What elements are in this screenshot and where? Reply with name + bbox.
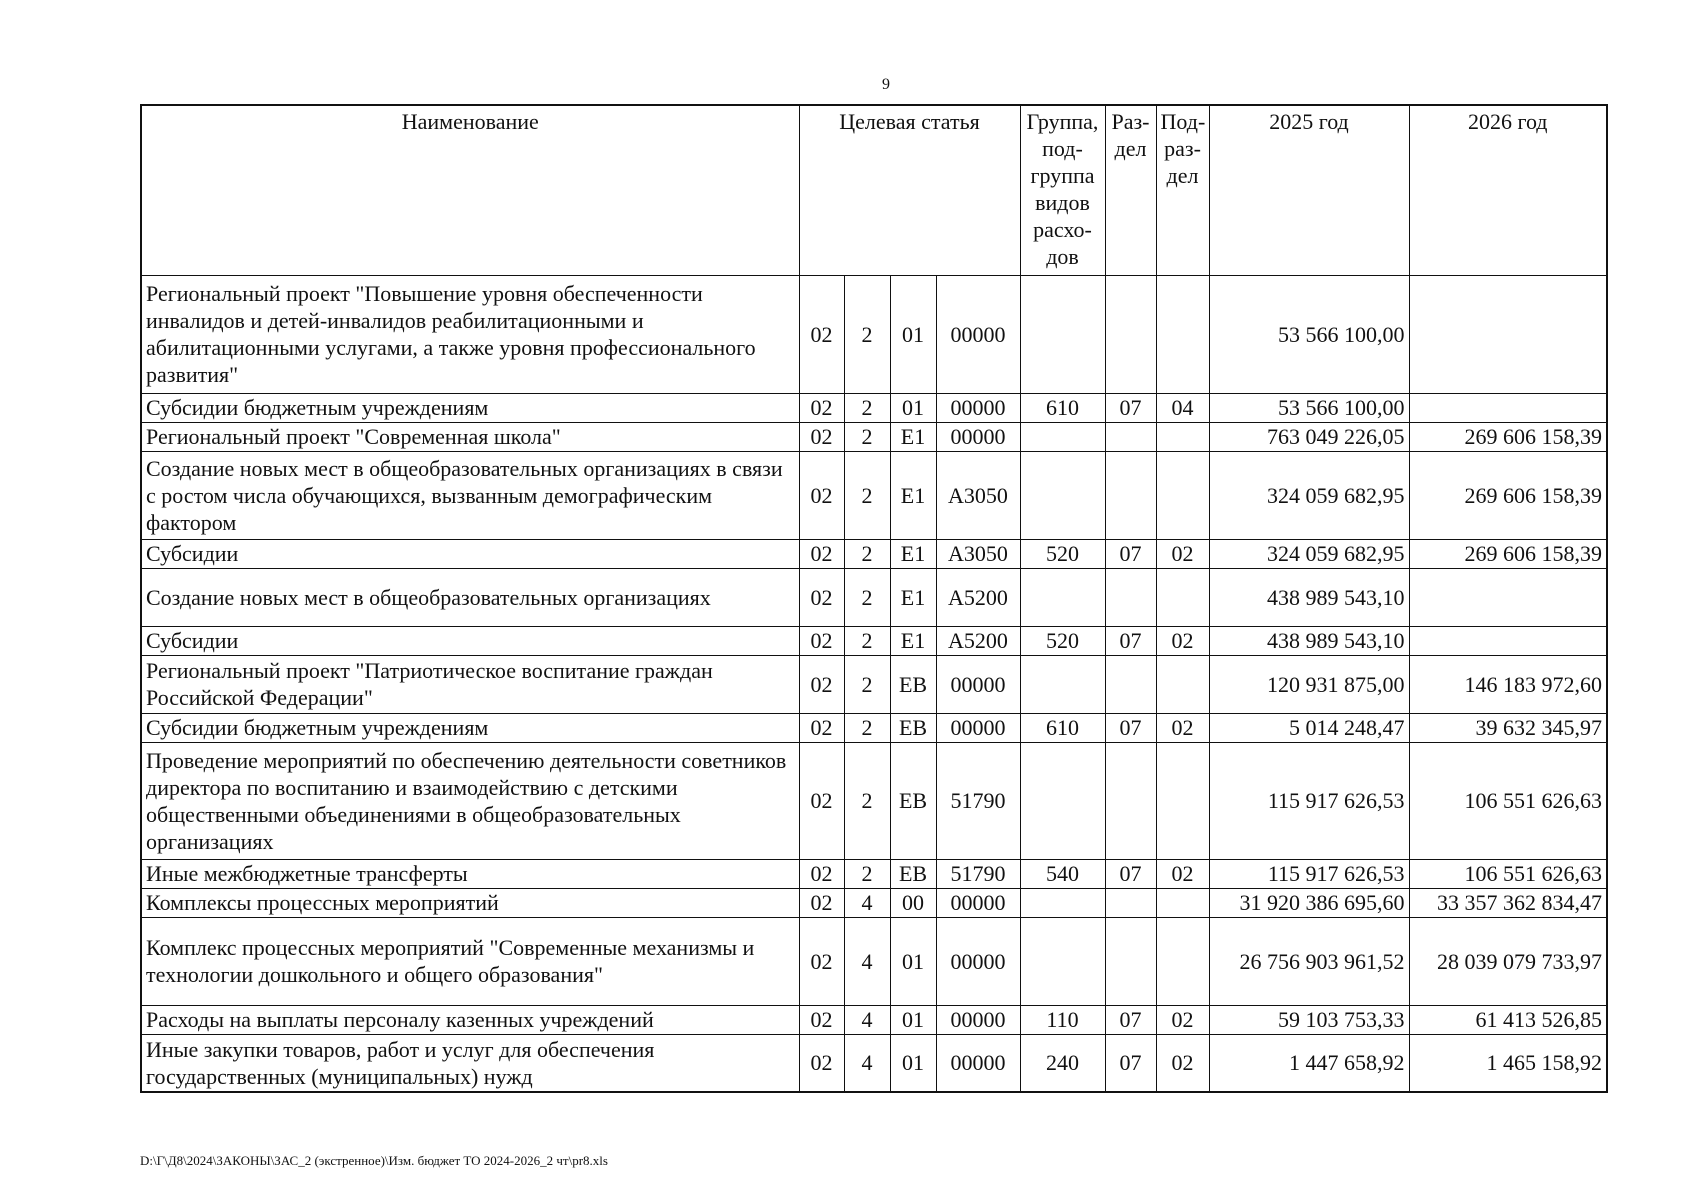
article-subprogram: 2 bbox=[844, 568, 890, 626]
amount-2026: 106 551 626,63 bbox=[1409, 742, 1607, 859]
subsection-code bbox=[1156, 568, 1209, 626]
expense-group bbox=[1020, 888, 1105, 917]
row-name: Иные закупки товаров, работ и услуг для обеспечения государственных (муниципальных) нужд bbox=[141, 1034, 799, 1092]
amount-2026 bbox=[1409, 393, 1607, 422]
amount-2025: 115 917 626,53 bbox=[1209, 742, 1409, 859]
article-direction: 00000 bbox=[936, 393, 1020, 422]
row-name: Региональный проект "Повышение уровня обеспеченности инвалидов и детей-инвалидов реабилитационными и абилитационными услугами, а также уровня профессионального развития" bbox=[141, 275, 799, 393]
row-name: Создание новых мест в общеобразовательных организациях в связи с ростом числа обучающихся, вызванным демографическим фактором bbox=[141, 451, 799, 539]
subsection-code: 02 bbox=[1156, 626, 1209, 655]
amount-2025: 5 014 248,47 bbox=[1209, 713, 1409, 742]
file-path-footer: D:\Г\Д8\2024\ЗАКОНЫ\ЗАС_2 (экстренное)\Изм. бюджет ТО 2024-2026_2 чт\pr8.xls bbox=[140, 1153, 608, 1168]
article-subprogram: 4 bbox=[844, 917, 890, 1005]
table-row bbox=[141, 888, 1607, 917]
amount-2026 bbox=[1409, 275, 1607, 393]
article-direction: 00000 bbox=[936, 888, 1020, 917]
row-name: Субсидии bbox=[141, 539, 799, 568]
amount-2025: 1 447 658,92 bbox=[1209, 1034, 1409, 1092]
article-project: 00 bbox=[890, 888, 936, 917]
table-row bbox=[141, 422, 1607, 451]
header-target-article: Целевая статья bbox=[799, 105, 1020, 275]
header-name: Наименование bbox=[141, 105, 799, 275]
article-direction: А5200 bbox=[936, 568, 1020, 626]
article-subprogram: 2 bbox=[844, 742, 890, 859]
article-direction: 00000 bbox=[936, 1034, 1020, 1092]
amount-2025: 59 103 753,33 bbox=[1209, 1005, 1409, 1034]
article-program: 02 bbox=[799, 917, 844, 1005]
article-subprogram: 2 bbox=[844, 422, 890, 451]
article-direction: 00000 bbox=[936, 275, 1020, 393]
amount-2026: 269 606 158,39 bbox=[1409, 422, 1607, 451]
subsection-code bbox=[1156, 275, 1209, 393]
article-project: Е1 bbox=[890, 539, 936, 568]
article-subprogram: 4 bbox=[844, 1034, 890, 1092]
subsection-code bbox=[1156, 917, 1209, 1005]
section-code: 07 bbox=[1105, 393, 1156, 422]
article-program: 02 bbox=[799, 451, 844, 539]
header-group: Группа, под- группа видов расхо- дов bbox=[1020, 105, 1105, 275]
section-code bbox=[1105, 655, 1156, 713]
amount-2026: 269 606 158,39 bbox=[1409, 539, 1607, 568]
table-row bbox=[141, 539, 1607, 568]
table-row bbox=[141, 917, 1607, 1005]
section-code: 07 bbox=[1105, 713, 1156, 742]
article-program: 02 bbox=[799, 393, 844, 422]
amount-2025: 26 756 903 961,52 bbox=[1209, 917, 1409, 1005]
article-subprogram: 2 bbox=[844, 275, 890, 393]
subsection-code bbox=[1156, 742, 1209, 859]
table-row bbox=[141, 655, 1607, 713]
row-name: Региональный проект "Современная школа" bbox=[141, 422, 799, 451]
article-program: 02 bbox=[799, 713, 844, 742]
row-name: Субсидии бюджетным учреждениям bbox=[141, 393, 799, 422]
row-name: Расходы на выплаты персоналу казенных учреждений bbox=[141, 1005, 799, 1034]
amount-2026: 1 465 158,92 bbox=[1409, 1034, 1607, 1092]
subsection-code: 02 bbox=[1156, 1034, 1209, 1092]
amount-2025: 115 917 626,53 bbox=[1209, 859, 1409, 888]
section-code bbox=[1105, 742, 1156, 859]
article-project: 01 bbox=[890, 275, 936, 393]
section-code: 07 bbox=[1105, 626, 1156, 655]
article-subprogram: 2 bbox=[844, 859, 890, 888]
amount-2026: 28 039 079 733,97 bbox=[1409, 917, 1607, 1005]
expense-group: 110 bbox=[1020, 1005, 1105, 1034]
header-section: Раз- дел bbox=[1105, 105, 1156, 275]
article-direction: А5200 bbox=[936, 626, 1020, 655]
amount-2026: 269 606 158,39 bbox=[1409, 451, 1607, 539]
header-subsection: Под- раз- дел bbox=[1156, 105, 1209, 275]
table-row bbox=[141, 451, 1607, 539]
article-subprogram: 2 bbox=[844, 713, 890, 742]
amount-2025: 438 989 543,10 bbox=[1209, 626, 1409, 655]
row-name: Проведение мероприятий по обеспечению деятельности советников директора по воспитанию и взаимодействию с детскими общественными объединениями в общеобразовательных организациях bbox=[141, 742, 799, 859]
header-year-2025: 2025 год bbox=[1209, 105, 1409, 275]
article-program: 02 bbox=[799, 859, 844, 888]
amount-2026: 106 551 626,63 bbox=[1409, 859, 1607, 888]
table-row bbox=[141, 568, 1607, 626]
article-subprogram: 4 bbox=[844, 1005, 890, 1034]
expense-group bbox=[1020, 275, 1105, 393]
section-code bbox=[1105, 568, 1156, 626]
article-program: 02 bbox=[799, 275, 844, 393]
amount-2026: 61 413 526,85 bbox=[1409, 1005, 1607, 1034]
amount-2026: 39 632 345,97 bbox=[1409, 713, 1607, 742]
article-program: 02 bbox=[799, 742, 844, 859]
section-code: 07 bbox=[1105, 1034, 1156, 1092]
expense-group bbox=[1020, 422, 1105, 451]
article-project: 01 bbox=[890, 393, 936, 422]
subsection-code bbox=[1156, 655, 1209, 713]
table-row bbox=[141, 275, 1607, 393]
amount-2025: 53 566 100,00 bbox=[1209, 393, 1409, 422]
article-direction: 00000 bbox=[936, 422, 1020, 451]
article-project: 01 bbox=[890, 1005, 936, 1034]
subsection-code: 02 bbox=[1156, 1005, 1209, 1034]
expense-group: 520 bbox=[1020, 539, 1105, 568]
amount-2025: 31 920 386 695,60 bbox=[1209, 888, 1409, 917]
table-row bbox=[141, 393, 1607, 422]
subsection-code bbox=[1156, 451, 1209, 539]
expense-group: 610 bbox=[1020, 393, 1105, 422]
article-subprogram: 2 bbox=[844, 451, 890, 539]
amount-2025: 324 059 682,95 bbox=[1209, 451, 1409, 539]
article-direction: А3050 bbox=[936, 451, 1020, 539]
expense-group bbox=[1020, 742, 1105, 859]
amount-2025: 53 566 100,00 bbox=[1209, 275, 1409, 393]
amount-2026: 33 357 362 834,47 bbox=[1409, 888, 1607, 917]
subsection-code: 02 bbox=[1156, 713, 1209, 742]
article-direction: А3050 bbox=[936, 539, 1020, 568]
row-name: Субсидии бюджетным учреждениям bbox=[141, 713, 799, 742]
section-code bbox=[1105, 451, 1156, 539]
table-row bbox=[141, 1034, 1607, 1092]
amount-2026: 146 183 972,60 bbox=[1409, 655, 1607, 713]
section-code: 07 bbox=[1105, 859, 1156, 888]
subsection-code: 02 bbox=[1156, 859, 1209, 888]
article-direction: 00000 bbox=[936, 1005, 1020, 1034]
expense-group bbox=[1020, 917, 1105, 1005]
amount-2025: 120 931 875,00 bbox=[1209, 655, 1409, 713]
article-direction: 51790 bbox=[936, 859, 1020, 888]
row-name: Иные межбюджетные трансферты bbox=[141, 859, 799, 888]
article-subprogram: 2 bbox=[844, 655, 890, 713]
article-subprogram: 4 bbox=[844, 888, 890, 917]
table-row bbox=[141, 859, 1607, 888]
article-direction: 00000 bbox=[936, 917, 1020, 1005]
article-program: 02 bbox=[799, 655, 844, 713]
amount-2026 bbox=[1409, 626, 1607, 655]
article-project: ЕВ bbox=[890, 742, 936, 859]
expense-group bbox=[1020, 655, 1105, 713]
subsection-code bbox=[1156, 888, 1209, 917]
expense-group: 540 bbox=[1020, 859, 1105, 888]
table-row bbox=[141, 1005, 1607, 1034]
amount-2025: 763 049 226,05 bbox=[1209, 422, 1409, 451]
section-code: 07 bbox=[1105, 1005, 1156, 1034]
expense-group bbox=[1020, 451, 1105, 539]
amount-2026 bbox=[1409, 568, 1607, 626]
expense-group: 520 bbox=[1020, 626, 1105, 655]
amount-2025: 324 059 682,95 bbox=[1209, 539, 1409, 568]
section-code: 07 bbox=[1105, 539, 1156, 568]
expense-group bbox=[1020, 568, 1105, 626]
section-code bbox=[1105, 422, 1156, 451]
amount-2025: 438 989 543,10 bbox=[1209, 568, 1409, 626]
subsection-code: 04 bbox=[1156, 393, 1209, 422]
article-project: Е1 bbox=[890, 422, 936, 451]
page-number: 9 bbox=[882, 76, 890, 93]
article-program: 02 bbox=[799, 888, 844, 917]
article-project: 01 bbox=[890, 1034, 936, 1092]
table-row bbox=[141, 626, 1607, 655]
row-name: Комплексы процессных мероприятий bbox=[141, 888, 799, 917]
article-direction: 00000 bbox=[936, 713, 1020, 742]
table-row bbox=[141, 713, 1607, 742]
row-name: Создание новых мест в общеобразовательных организациях bbox=[141, 568, 799, 626]
article-project: Е1 bbox=[890, 626, 936, 655]
row-name: Комплекс процессных мероприятий "Современные механизмы и технологии дошкольного и общего образования" bbox=[141, 917, 799, 1005]
article-subprogram: 2 bbox=[844, 539, 890, 568]
article-program: 02 bbox=[799, 1005, 844, 1034]
section-code bbox=[1105, 888, 1156, 917]
expense-group: 240 bbox=[1020, 1034, 1105, 1092]
subsection-code: 02 bbox=[1156, 539, 1209, 568]
article-program: 02 bbox=[799, 422, 844, 451]
row-name: Региональный проект "Патриотическое воспитание граждан Российской Федерации" bbox=[141, 655, 799, 713]
article-subprogram: 2 bbox=[844, 626, 890, 655]
article-project: Е1 bbox=[890, 451, 936, 539]
header-year-2026: 2026 год bbox=[1409, 105, 1607, 275]
article-direction: 51790 bbox=[936, 742, 1020, 859]
article-direction: 00000 bbox=[936, 655, 1020, 713]
row-name: Субсидии bbox=[141, 626, 799, 655]
budget-table bbox=[140, 104, 1608, 1093]
article-program: 02 bbox=[799, 626, 844, 655]
expense-group: 610 bbox=[1020, 713, 1105, 742]
article-program: 02 bbox=[799, 568, 844, 626]
table-row bbox=[141, 742, 1607, 859]
article-project: ЕВ bbox=[890, 655, 936, 713]
article-program: 02 bbox=[799, 539, 844, 568]
article-project: Е1 bbox=[890, 568, 936, 626]
article-program: 02 bbox=[799, 1034, 844, 1092]
section-code bbox=[1105, 917, 1156, 1005]
article-project: 01 bbox=[890, 917, 936, 1005]
subsection-code bbox=[1156, 422, 1209, 451]
article-subprogram: 2 bbox=[844, 393, 890, 422]
article-project: ЕВ bbox=[890, 713, 936, 742]
section-code bbox=[1105, 275, 1156, 393]
article-project: ЕВ bbox=[890, 859, 936, 888]
header-row bbox=[141, 105, 1607, 275]
